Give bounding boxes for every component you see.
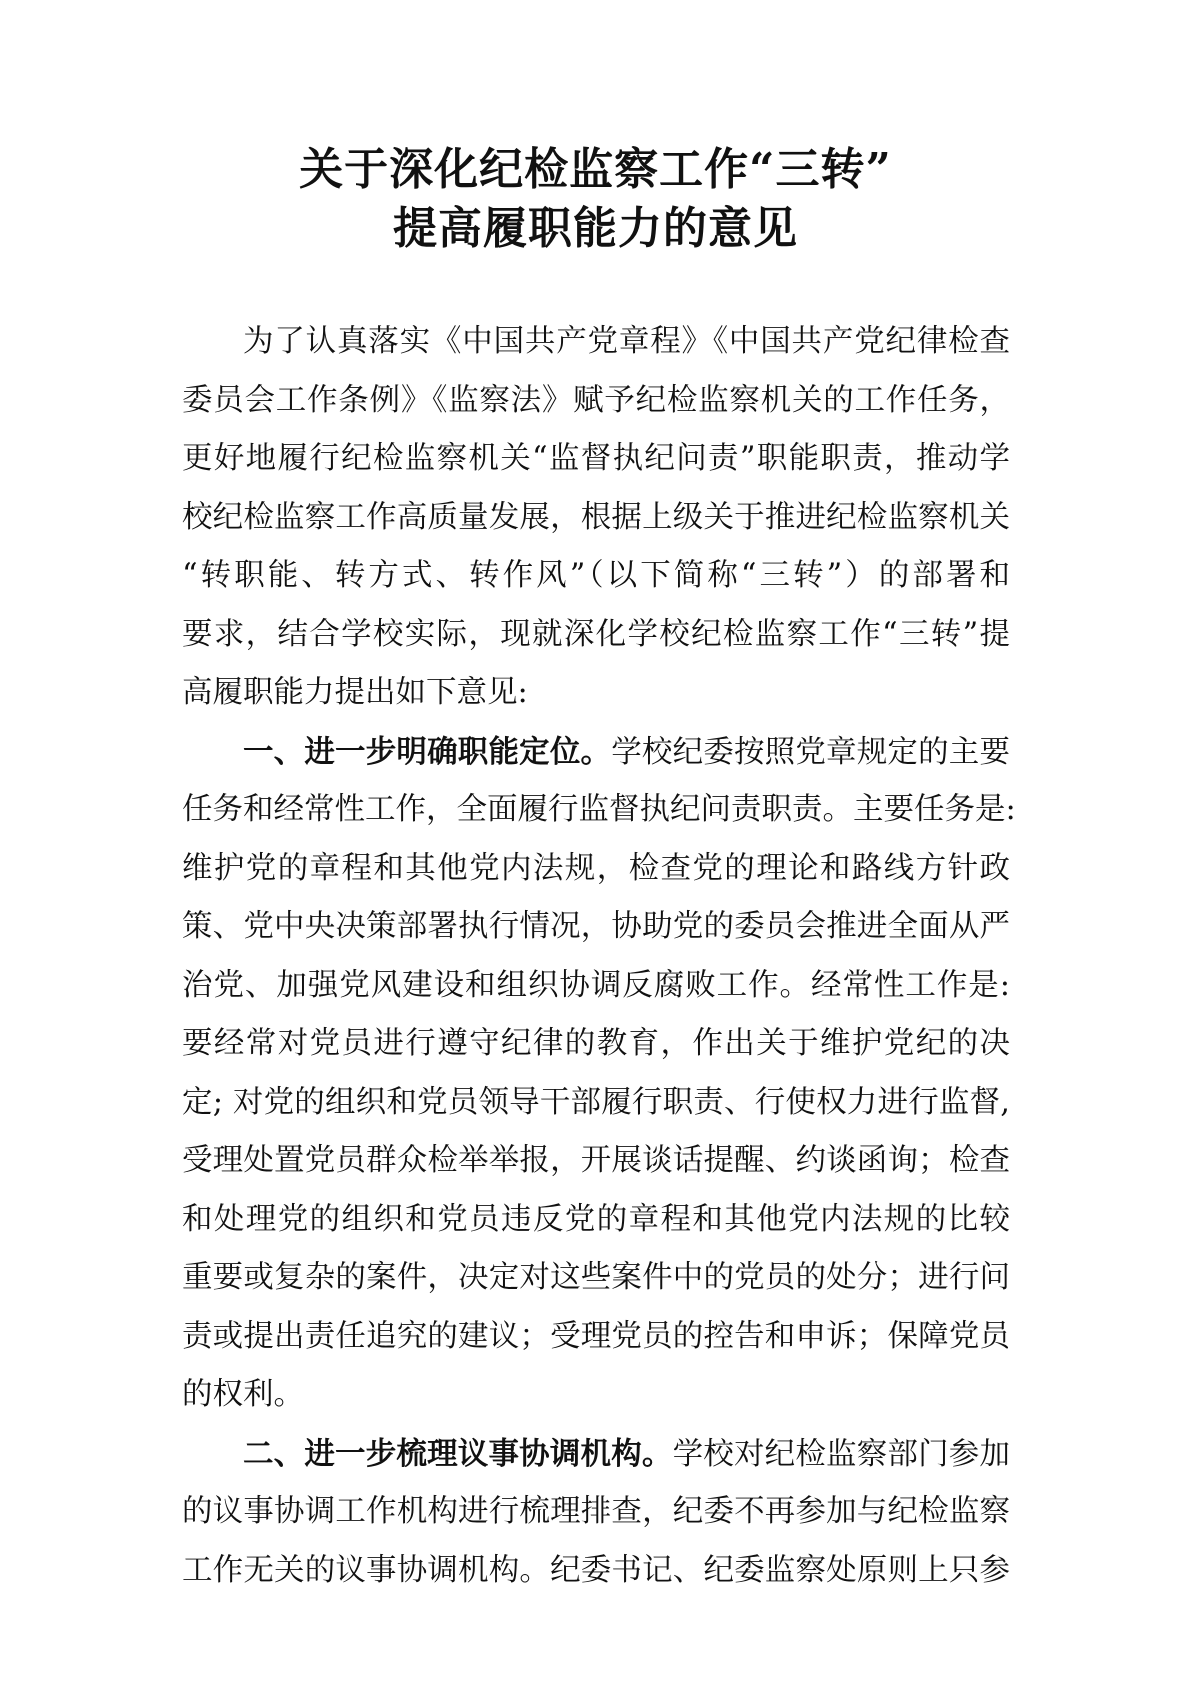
intro-line-2: 委员会工作条例》《监察法》赋予纪检监察机关的工作任务， [182,382,1010,418]
section2-first-line-text: 学校对纪检监察部门参加 [672,1436,1010,1472]
section1-line-6: 要经常对党员进行遵守纪律的教育，作出关于维护党纪的决 [182,1026,1010,1061]
section2-heading: 二、进一步梳理议事协调机构。 [243,1435,673,1472]
section1-first-line [182,723,1010,782]
intro-line-7: 高履职能力提出如下意见: [182,675,528,710]
intro-line-4: 校纪检监察工作高质量发展，根据上级关于推进纪检监察机关 [182,499,1010,535]
section1-line-12: 的权利。 [182,1377,304,1412]
section1-line-3: 维护党的章程和其他党内法规，检查党的理论和路线方针政 [182,850,1010,886]
intro-line-1: 为了认真落实《中国共产党章程》《中国共产党纪律检查 [243,324,1010,359]
section1-first-line-text: 学校纪委按照党章规定的主要 [611,734,1010,770]
section1-line-7: 定; 对党的组织和党员领导干部履行职责、行使权力进行监督, [182,1084,1010,1120]
section1-line-4: 策、党中央决策部署执行情况，协助党的委员会推进全面从严 [182,909,1010,944]
section2-line-3: 工作无关的议事协调机构。纪委书记、纪委监察处原则上只参 [182,1552,1010,1588]
intro-line-3: 更好地履行纪检监察机关“监督执纪问责”职能职责，推动学 [182,441,1010,476]
section1-line-9: 和处理党的组织和党员违反党的章程和其他党内法规的比较 [182,1201,1010,1237]
section2-line-2: 的议事协调工作机构进行梳理排查，纪委不再参加与纪检监察 [182,1494,1010,1529]
section1-line-10: 重要或复杂的案件，决定对这些案件中的党员的处分；进行问 [182,1260,1010,1295]
section1-line-5: 治党、加强党风建设和组织协调反腐败工作。经常性工作是: [182,967,1010,1003]
intro-line-6: 要求，结合学校实际，现就深化学校纪检监察工作“三转”提 [182,616,1010,652]
document-title-line-1: 关于深化纪检监察工作“三转” [299,144,892,195]
document-title-line-2: 提高履职能力的意见 [393,203,798,254]
intro-line-5: “转职能、转方式、转作风”（以下简称“三转”）的部署和 [182,558,1010,593]
section1-line-11: 责或提出责任追究的建议；受理党员的控告和申诉；保障党员 [182,1318,1010,1354]
section1-line-2: 任务和经常性工作，全面履行监督执纪问责职责。主要任务是: [182,792,1016,827]
section1-line-8: 受理处置党员群众检举举报，开展谈话提醒、约谈函询；检查 [182,1143,1010,1178]
document-body [182,313,1016,1600]
section2-first-line [182,1425,1010,1484]
section1-heading: 一、进一步明确职能定位。 [243,733,612,770]
